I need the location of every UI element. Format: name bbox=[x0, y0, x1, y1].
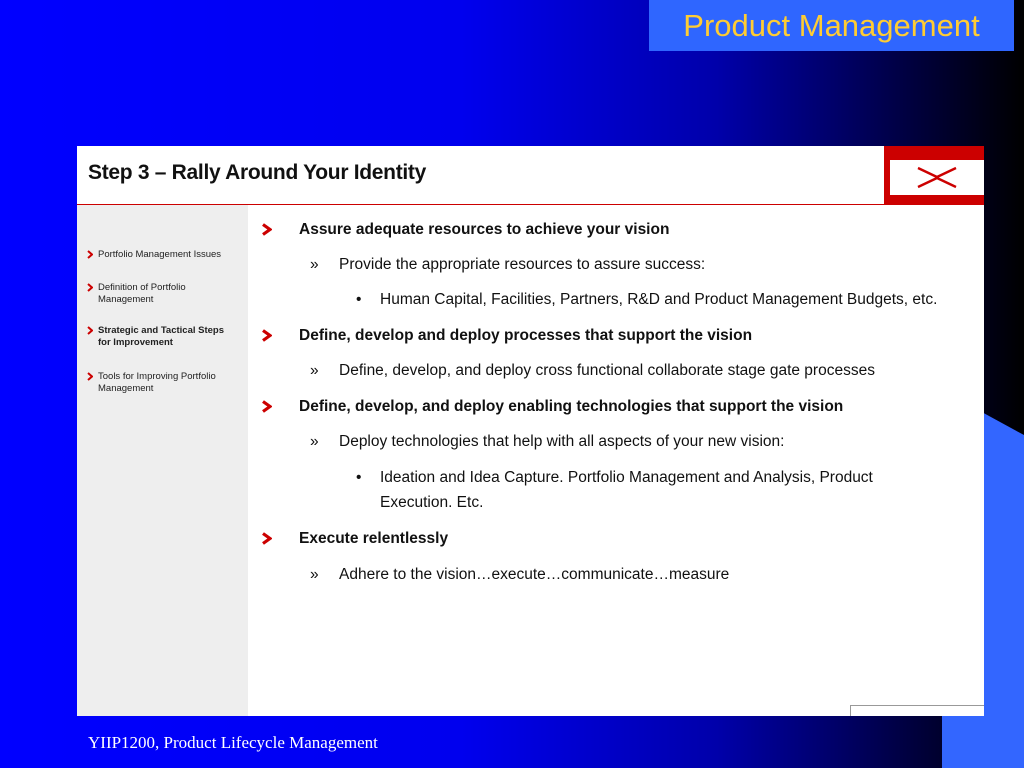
sidebar-item-portfolio-issues: Portfolio Management Issues bbox=[87, 249, 237, 261]
slide-title: Step 3 – Rally Around Your Identity bbox=[88, 161, 426, 184]
list-item: » Adhere to the vision…execute…communicate…measure bbox=[310, 566, 730, 583]
list-item: Execute relentlessly bbox=[261, 526, 448, 551]
footer-text: YIIP1200, Product Lifecycle Management bbox=[88, 733, 378, 752]
list-item: Assure adequate resources to achieve your vision bbox=[261, 217, 669, 242]
sidebar-item-tools: Tools for Improving Portfolio Management bbox=[87, 371, 237, 395]
list-item: • Human Capital, Facilities, Partners, R&D and Product Management Budgets, etc. bbox=[356, 291, 938, 308]
red-chevron-icon bbox=[261, 223, 272, 236]
corner-frame bbox=[850, 705, 984, 716]
slide-sidebar bbox=[77, 205, 248, 716]
red-chevron-icon bbox=[261, 532, 272, 545]
list-item: » Define, develop, and deploy cross functional collaborate stage gate processes bbox=[310, 362, 875, 379]
sidebar-item-strategic-steps: Strategic and Tactical Steps for Improvement bbox=[87, 325, 237, 349]
red-chevron-icon bbox=[261, 400, 272, 413]
slide-header bbox=[77, 146, 984, 205]
red-chevron-icon bbox=[261, 329, 272, 342]
red-chevron-icon bbox=[87, 372, 93, 381]
red-chevron-icon bbox=[87, 283, 93, 292]
red-chevron-icon bbox=[87, 326, 93, 335]
presentation-title: Product Management bbox=[649, 0, 1014, 51]
list-item: » Provide the appropriate resources to assure success: bbox=[310, 256, 706, 273]
list-item: » Deploy technologies that help with all aspects of your new vision: bbox=[310, 433, 785, 450]
logo bbox=[884, 146, 984, 204]
red-x-logo-icon bbox=[890, 160, 984, 195]
sidebar-item-definition: Definition of Portfolio Management bbox=[87, 282, 237, 306]
list-item: • Ideation and Idea Capture. Portfolio Management and Analysis, Product Execution. Etc. bbox=[356, 469, 873, 511]
list-item: Define, develop, and deploy enabling technologies that support the vision bbox=[261, 394, 843, 419]
list-item: Define, develop and deploy processes that support the vision bbox=[261, 323, 752, 348]
red-chevron-icon bbox=[87, 250, 93, 259]
slide-image bbox=[77, 146, 984, 716]
slide-content bbox=[248, 205, 984, 716]
